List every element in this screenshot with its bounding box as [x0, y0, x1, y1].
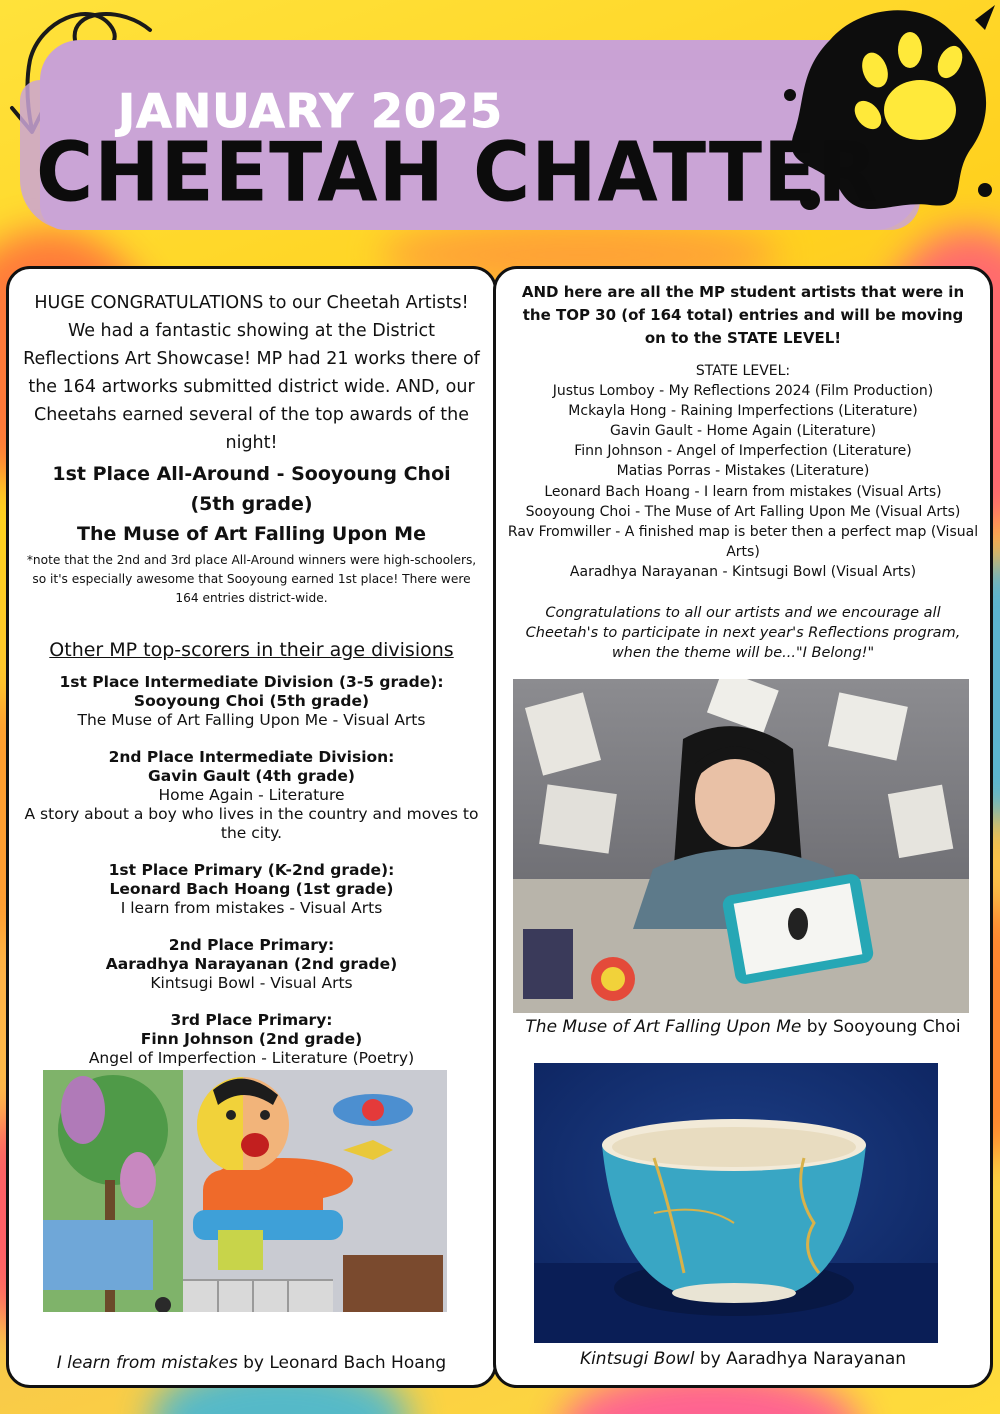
- other-scorers-heading: Other MP top-scorers in their age divisions: [49, 639, 454, 661]
- award-title: 2nd Place Primary:: [168, 936, 335, 954]
- award-item: [17, 1011, 486, 1068]
- newsletter-title: CHEETAH CHATTER: [36, 125, 879, 221]
- winner-line-3: The Muse of Art Falling Upon Me: [77, 523, 426, 545]
- caption-artist: by Aaradhya Narayanan: [694, 1349, 907, 1369]
- winner-line-1: 1st Place All-Around - Sooyoung Choi: [52, 463, 451, 485]
- award-work: The Muse of Art Falling Upon Me - Visual Arts: [77, 711, 426, 729]
- award-item: [17, 748, 486, 843]
- state-entry: Aaradhya Narayanan - Kintsugi Bowl (Visual Arts): [569, 563, 917, 580]
- caption-title: The Muse of Art Falling Upon Me: [525, 1017, 802, 1037]
- state-entry: Finn Johnson - Angel of Imperfection (Literature): [574, 443, 912, 460]
- award-work: Home Again - Literature: [158, 786, 345, 804]
- state-heading: AND here are all the MP student artists that were in the TOP 30 (of 164 total) entries and will be moving on to the STATE LEVEL!: [521, 283, 965, 347]
- caption-muse-of-art: [502, 1017, 984, 1037]
- all-around-winner: [19, 459, 484, 549]
- award-name: Sooyoung Choi (5th grade): [133, 692, 370, 710]
- artwork-i-learn-from-mistakes: [43, 1070, 447, 1312]
- caption-title: Kintsugi Bowl: [579, 1349, 695, 1369]
- award-work: Angel of Imperfection - Literature (Poetry): [88, 1049, 415, 1067]
- left-panel: [6, 266, 497, 1388]
- caption-artist: by Sooyoung Choi: [801, 1017, 961, 1037]
- award-work: I learn from mistakes - Visual Arts: [120, 899, 383, 917]
- state-entry: Rav Fromwiller - A finished map is beter then a perfect map (Visual Arts): [507, 523, 979, 560]
- award-title: 2nd Place Intermediate Division:: [108, 748, 395, 766]
- caption-title: I learn from mistakes: [56, 1353, 238, 1373]
- award-item: [17, 673, 486, 730]
- winner-note: *note that the 2nd and 3rd place All-Around winners were high-schoolers, so it's especially awesome that Sooyoung earned 1st place! There were 164 entries district-wide.: [26, 553, 477, 605]
- state-entry: Sooyoung Choi - The Muse of Art Falling Upon Me (Visual Arts): [525, 503, 961, 520]
- award-name: Finn Johnson (2nd grade): [140, 1030, 363, 1048]
- award-name: Gavin Gault (4th grade): [148, 767, 355, 785]
- state-entry: Leonard Bach Hoang - I learn from mistakes (Visual Arts): [544, 483, 942, 500]
- artwork-kintsugi-bowl: [534, 1063, 938, 1343]
- award-item: [17, 936, 486, 993]
- right-panel: [493, 266, 993, 1388]
- award-name: Leonard Bach Hoang (1st grade): [109, 880, 394, 898]
- award-title: 1st Place Primary (K-2nd grade):: [108, 861, 395, 879]
- artwork-muse-of-art: [513, 679, 969, 1013]
- issue-month: JANUARY 2025: [118, 84, 504, 138]
- intro-text: HUGE CONGRATULATIONS to our Cheetah Artists! We had a fantastic showing at the District Reflections Art Showcase! MP had 21 works there of the 164 artworks submitted district wide. AND, our Cheetahs earned several of the top awards of the night!: [23, 293, 480, 453]
- award-title: 1st Place Intermediate Division (3-5 grade):: [59, 673, 444, 691]
- caption-artist: by Leonard Bach Hoang: [237, 1353, 447, 1373]
- caption-i-learn-from-mistakes: [19, 1353, 484, 1373]
- state-level-list: [502, 361, 984, 582]
- award-name: Aaradhya Narayanan (2nd grade): [105, 955, 398, 973]
- state-entry: Matias Porras - Mistakes (Literature): [616, 463, 870, 480]
- award-description: A story about a boy who lives in the country and moves to the city.: [24, 805, 479, 842]
- state-label: STATE LEVEL:: [695, 363, 791, 379]
- state-entry: Gavin Gault - Home Again (Literature): [609, 423, 877, 440]
- award-item: [17, 861, 486, 918]
- award-title: 3rd Place Primary:: [170, 1011, 333, 1029]
- winner-line-2: (5th grade): [190, 493, 313, 515]
- awards-list: [17, 673, 486, 1086]
- state-entry: Justus Lomboy - My Reflections 2024 (Film Production): [552, 383, 934, 400]
- caption-kintsugi-bowl: [502, 1349, 984, 1369]
- state-entry: Mckayla Hong - Raining Imperfections (Literature): [568, 403, 918, 420]
- award-work: Kintsugi Bowl - Visual Arts: [150, 974, 353, 992]
- congrats-text: Congratulations to all our artists and we encourage all Cheetah's to participate in next year's Reflections program, when the theme will be..."I Belong!": [525, 605, 961, 661]
